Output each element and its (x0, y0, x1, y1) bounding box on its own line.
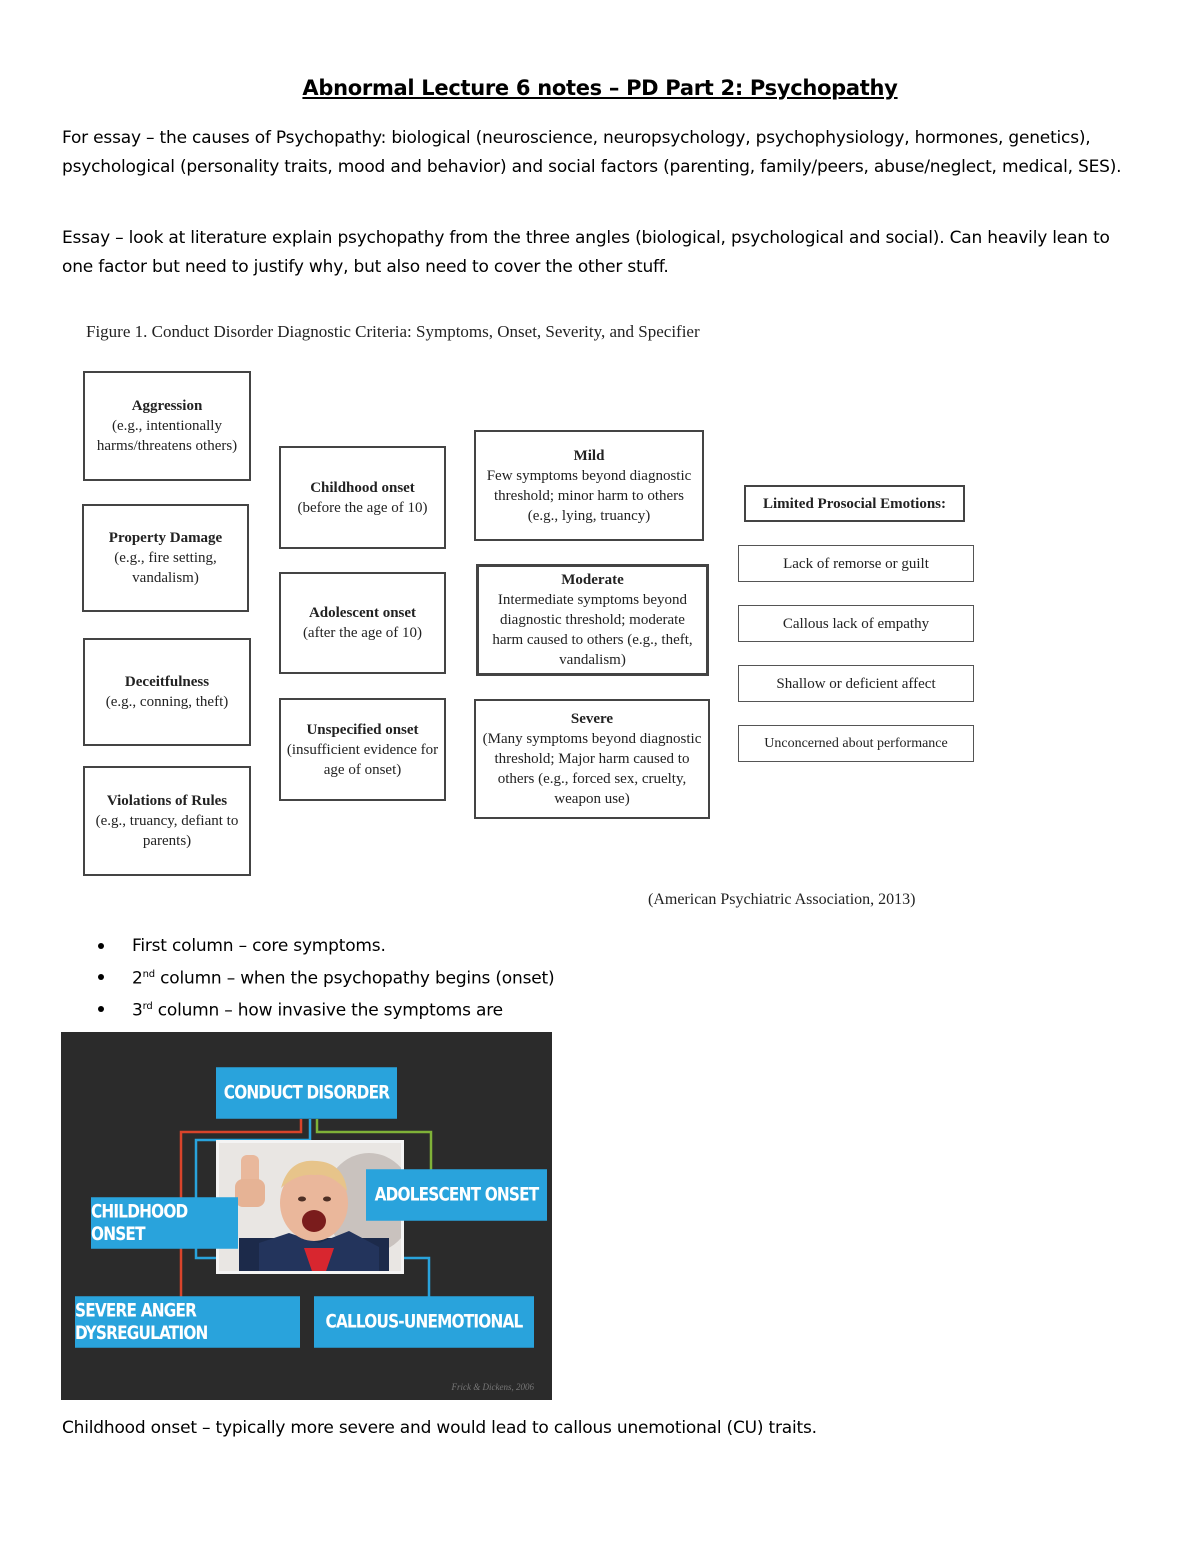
severity-desc: (Many symptoms beyond diagnostic threshold; Major harm caused to others (e.g., forced sex, cruelty, weapon use) (482, 731, 702, 807)
bullet-icon (98, 974, 104, 980)
bullet-list (98, 932, 554, 1025)
figure-citation: (American Psychiatric Association, 2013) (648, 891, 916, 908)
bullet-text: 3rd column – how invasive the symptoms are (132, 1000, 503, 1021)
list-item (98, 961, 554, 993)
essay-instructions-paragraph: Essay – look at literature explain psychopathy from the three angles (biological, psychological and social). Can heavily lean to one factor but need to justify why, but also need to cover the other stuff. (62, 228, 1110, 277)
severity-title: Moderate (561, 572, 624, 588)
symptom-desc: (e.g., truancy, defiant to parents) (95, 813, 239, 849)
onset-childhood-box (279, 446, 446, 549)
specifier-title: Limited Prosocial Emotions: (762, 495, 947, 512)
symptom-violations-box (83, 766, 251, 876)
onset-desc: (insufficient evidence for age of onset) (286, 741, 439, 778)
symptom-desc: (e.g., conning, theft) (105, 694, 229, 710)
childhood-onset-box: CHILDHOOD ONSET (91, 1197, 238, 1249)
list-item (98, 932, 554, 961)
onset-desc: (before the age of 10) (297, 499, 428, 516)
severity-moderate-box (476, 564, 709, 676)
specifier-item (738, 665, 974, 702)
conduct-disorder-slide (61, 1032, 552, 1400)
adolescent-onset-box: ADOLESCENT ONSET (366, 1169, 547, 1221)
conduct-disorder-box: CONDUCT DISORDER (216, 1067, 397, 1119)
onset-adolescent-box (279, 572, 446, 674)
severity-title: Severe (570, 711, 614, 727)
symptom-title: Deceitfulness (124, 674, 210, 690)
bullet-text: 2nd column – when the psychopathy begins (onset) (132, 968, 555, 989)
bullet-text: First column – core symptoms. (132, 936, 386, 956)
specifier-item (738, 725, 974, 762)
symptom-desc: (e.g., intentionally harms/threatens others) (96, 418, 238, 454)
symptom-aggression-box (83, 371, 251, 481)
specifier-text: Unconcerned about performance (764, 735, 948, 751)
specifier-item (738, 605, 974, 642)
symptom-desc: (e.g., fire setting, vandalism) (114, 550, 217, 586)
list-item (98, 993, 554, 1025)
onset-desc: (after the age of 10) (302, 625, 423, 641)
specifier-text: Callous lack of empathy (782, 615, 930, 632)
severity-title: Mild (573, 447, 605, 464)
severity-mild-box (474, 430, 704, 541)
severe-anger-dysregulation-box: SEVERE ANGER DYSREGULATION (75, 1296, 300, 1348)
page-title: Abnormal Lecture 6 notes – PD Part 2: Psychopathy (302, 76, 898, 100)
callous-unemotional-box: CALLOUS-UNEMOTIONAL (314, 1296, 534, 1348)
specifier-text: Lack of remorse or guilt (783, 555, 929, 572)
severity-desc: Few symptoms beyond diagnostic threshold; minor harm to others (e.g., lying, truancy) (486, 467, 692, 524)
specifier-title-box (744, 485, 965, 522)
bullet-icon (98, 1006, 104, 1012)
slide-credit: Frick & Dickens, 2006 (451, 1382, 534, 1392)
onset-title: Adolescent onset (308, 605, 417, 621)
severity-desc: Intermediate symptoms beyond diagnostic threshold; moderate harm caused to others (e.g., theft, vandalism) (492, 592, 693, 668)
symptom-deceitfulness-box (83, 638, 251, 746)
symptom-title: Aggression (131, 398, 203, 414)
symptom-property-damage-box (82, 504, 249, 612)
severity-severe-box (474, 699, 710, 819)
symptom-title: Property Damage (108, 530, 223, 546)
onset-unspecified-box (279, 698, 446, 801)
specifier-item (738, 545, 974, 582)
figure-caption: Figure 1. Conduct Disorder Diagnostic Criteria: Symptoms, Onset, Severity, and Specifier (86, 322, 700, 341)
symptom-title: Violations of Rules (106, 793, 228, 809)
onset-title: Unspecified onset (306, 721, 419, 738)
essay-causes-paragraph: For essay – the causes of Psychopathy: biological (neuroscience, neuropsychology, psychophysiology, hormones, genetics), psychological (personality traits, mood and behavior) and social factors (parenting, family/peers, abuse/neglect, medical, SES). (62, 128, 1122, 177)
specifier-text: Shallow or deficient affect (776, 675, 936, 692)
onset-title: Childhood onset (310, 479, 415, 496)
childhood-onset-note: Childhood onset – typically more severe and would lead to callous unemotional (CU) traits. (62, 1418, 817, 1438)
bullet-icon (98, 943, 104, 949)
